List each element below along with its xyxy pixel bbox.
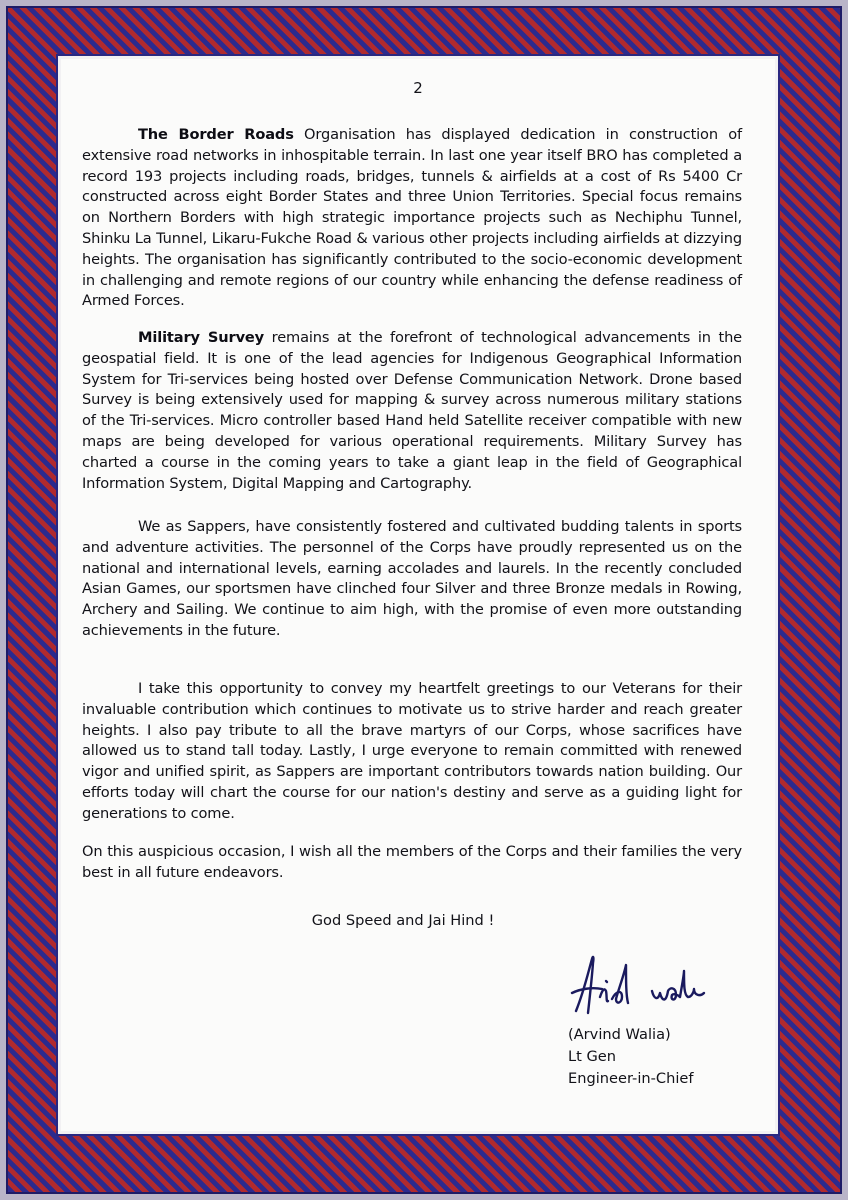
paragraph-border-roads — [82, 125, 742, 312]
signatory-name: (Arvind Walia) — [568, 1026, 671, 1043]
paragraph-military-survey — [82, 328, 742, 494]
signatory-appointment: Engineer-in-Chief — [568, 1070, 694, 1087]
signatory-rank: Lt Gen — [568, 1048, 617, 1065]
handwritten-signature — [566, 951, 736, 1021]
letter-page — [56, 54, 780, 1136]
closing-salutation: God Speed and Jai Hind ! — [311, 912, 495, 929]
signature-block — [568, 1024, 768, 1090]
paragraph-lead-military-survey: Military Survey — [138, 329, 265, 346]
paragraph-lead-border-roads: The Border Roads — [138, 126, 294, 143]
page-number: 2 — [413, 79, 423, 97]
paragraph-greetings: I take this opportunity to convey my heartfelt greetings to our Veterans for their invaluable contribution which continues to motivate us to strive harder and reach greater heights. I also pay tribute to all the brave martyrs of our Corps, whose sacrifices have allowed us to stand tall today. Lastly, I urge everyone to remain committed with renewed vigor and unified spirit, as Sappers are important contributors towards nation building. Our efforts today will chart the course for our nation's destiny and serve as a guiding light for generations to come. — [82, 680, 742, 822]
paragraph-occasion: On this auspicious occasion, I wish all the members of the Corps and their families the very best in all future endeavors. — [82, 843, 742, 881]
paragraph-sports: We as Sappers, have consistently fostered and cultivated budding talents in sports and adventure activities. The personnel of the Corps have proudly represented us on the national and international levels, earning accolades and laurels. In the recently concluded Asian Games, our sportsmen have clinched four Silver and three Bronze medals in Rowing, Archery and Sailing. We continue to aim high, with the promise of even more outstanding achievements in the future. — [82, 518, 742, 639]
letter-content — [58, 56, 778, 1134]
paragraph-text-military-survey: remains at the forefront of technological advancements in the geospatial field. It is one of the lead agencies for Indigenous Geographical Information System for Tri-services being hosted over Defense Communication Network. Drone based Survey is being extensively used for mapping & survey across numerous military stations of the Tri-services. Micro controller based Hand held Satellite receiver compatible with new maps are being developed for various operational requirements. Military Survey has charted a course in the coming years to take a giant leap in the field of Geographical Information System, Digital Mapping and Cartography. — [82, 329, 742, 492]
paragraph-text-border-roads: Organisation has displayed dedication in construction of extensive road networks in inhospitable terrain. In last one year itself BRO has completed a record 193 projects including roads, bridges, tunnels & airfields at a cost of Rs 5400 Cr constructed across eight Border States and three Union Territories. Special focus remains on Northern Borders with high strategic importance projects such as Nechiphu Tunnel, Shinku La Tunnel, Likaru-Fukche Road & various other projects including airfields at dizzying heights. The organisation has significantly contributed to the socio-economic development in challenging and remote regions of our country while enhancing the defense readiness of Armed Forces. — [82, 126, 742, 310]
